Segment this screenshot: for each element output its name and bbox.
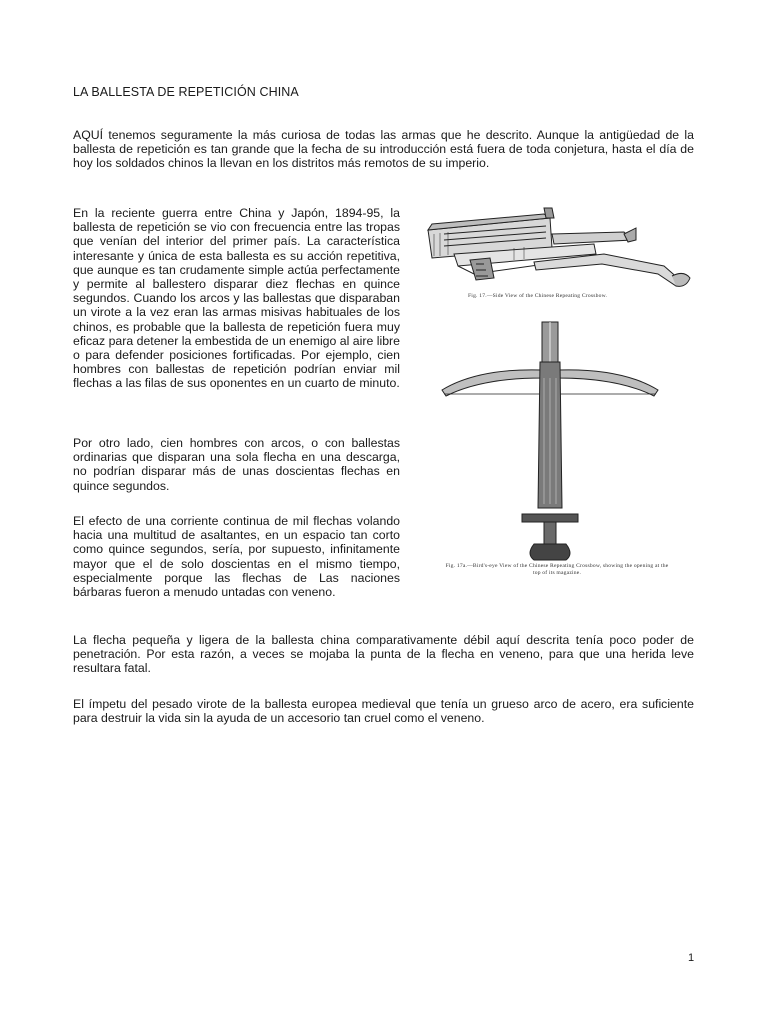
paragraph-intro: AQUÍ tenemos seguramente la más curiosa de todas las armas que he descrito. Aunque la antigüedad de la ballesta de repetición es tan grande que la fecha de su introducción está fuera de toda conjetura, hasta el día de hoy los soldados chinos la llevan en los distritos más remotos de su imperio. [73, 128, 694, 171]
page-title: LA BALLESTA DE REPETICIÓN CHINA [73, 85, 299, 99]
paragraph-effect: El efecto de una corriente continua de mil flechas volando hacia una multitud de asaltantes, en un espacio tan corto como quince segundos, sería, por supuesto, infinitamente mayor que el de solo doscientas en el mismo tiempo, especialmente porque las flechas de Las naciones bárbaras fueron a menudo untadas con veneno. [73, 514, 400, 600]
paragraph-comparison: Por otro lado, cien hombres con arcos, o con ballestas ordinarias que disparan una sola flecha en una descarga, no podrían disparar más de unas doscientas flechas en quince segundos. [73, 436, 400, 493]
paragraph-war: En la reciente guerra entre China y Japón, 1894-95, la ballesta de repetición se vio con frecuencia entre las tropas que venían del interior del primer país. La característica interesante y única de esta ballesta es su acción repetitiva, que aunque es tan crudamente simple actúa perfectamente y permite al ballestero disparar diez flechas en quince segundos. Cuando los arcos y las ballestas que disparaban un virote a la vez eran las armas misivas habituales de los chinos, es probable que la ballesta de repetición fuera muy eficaz para detener la embestida de un enemigo al aire libre o para defender posiciones fortificadas. Por ejemplo, cien hombres con ballestas de repetición podrían enviar mil flechas a las filas de sus oponentes en un cuarto de minuto. [73, 206, 400, 391]
crossbow-top-view-illustration [438, 318, 662, 578]
figure-1-caption: Fig. 17.—Side View of the Chinese Repeating Crossbow. [468, 293, 608, 299]
figure-2-caption: Fig. 17a.—Bird's-eye View of the Chinese Repeating Crossbow, showing the opening at the top of its magazine. [445, 563, 669, 576]
paragraph-poison: La flecha pequeña y ligera de la ballesta china comparativamente débil aquí descrita tenía poco poder de penetración. Por esta razón, a veces se mojaba la punta de la flecha en veneno, para que una herida leve resultara fatal. [73, 633, 694, 676]
paragraph-european: El ímpetu del pesado virote de la ballesta europea medieval que tenía un grueso arco de acero, era suficiente para destruir la vida sin la ayuda de un accesorio tan cruel como el veneno. [73, 697, 694, 726]
page-number: 1 [688, 952, 695, 964]
